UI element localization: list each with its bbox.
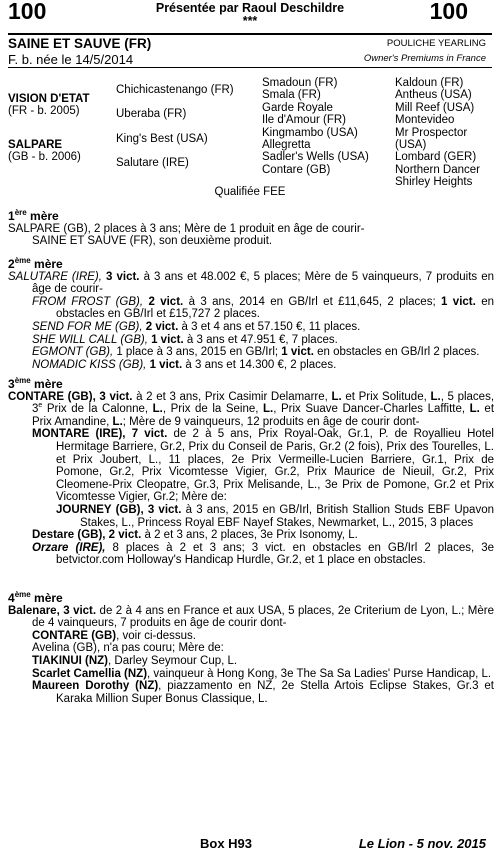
gen2-3: Salutare (IRE) — [116, 157, 189, 169]
section-mere-2 — [8, 258, 494, 371]
program-label: Owner's Premiums in France — [363, 53, 486, 64]
produce-contare: CONTARE (GB), voir ci-dessus. — [32, 629, 197, 642]
produce-line: NOMADIC KISS (GB), 1 vict. à 3 ans et 14.300 €, 2 places. — [32, 358, 337, 371]
section-mere-3 — [8, 378, 494, 567]
produce-orzare: Orzare (IRE), 8 places à 2 et 3 ans; 3 vict. en obstacles en GB/Irl 2 places, 3e betvictor.com Holloway's Handicap Hurdle, Gr.2, et 1 place en obstacles. — [32, 541, 494, 567]
produce-journey: JOURNEY (GB), 3 vict. à 3 ans, 2015 en GB/Irl, British Stallion Studs EBF Upavon Stakes, L., Princess Royal EBF Nayef Stakes, Newmarket, L., 2015, 3 places — [56, 503, 494, 529]
produce-line: SHE WILL CALL (GB), 1 vict. à 3 ans et 47.951 €, 7 places. — [32, 333, 338, 346]
sire-name: VISION D'ETAT — [8, 93, 90, 105]
produce-scarlet-camellia: Scarlet Camellia (NZ), vainqueur à Hong Kong, 3e The Sa Sa Ladies' Purse Handicap, L. — [32, 667, 492, 680]
horse-category: POULICHE YEARLING — [386, 38, 486, 49]
top-rule — [8, 33, 492, 35]
gen3-item: Ile d'Amour (FR) — [262, 114, 346, 127]
dam-name: SALPARE — [8, 139, 63, 151]
gen3-list — [262, 77, 369, 176]
presenter-line — [0, 2, 500, 28]
presenter-text: Présentée par Raoul Deschildre — [155, 1, 345, 15]
sale-label: Le Lion - 5 nov. 2015 — [358, 836, 486, 851]
produce-line: SAINE ET SAUVE (FR), son deuxième produit. — [32, 235, 273, 248]
lot-number-right: 100 — [429, 0, 468, 24]
section-heading: 4ème mère — [8, 590, 63, 605]
produce-avelina: Avelina (GB), n'a pas couru; Mère de: — [32, 642, 224, 655]
lot-number-left: 100 — [8, 0, 47, 24]
gen2-2: King's Best (USA) — [116, 133, 208, 145]
pedigree-sire — [8, 93, 90, 118]
gen4-item: Montevideo — [395, 114, 455, 127]
gen3-item: Contare (GB) — [262, 163, 331, 176]
gen4-item: Mill Reef (USA) — [395, 101, 475, 114]
gen4-item: Shirley Heights — [395, 176, 473, 189]
produce-line: FROM FROST (GB), 2 vict. à 3 ans, 2014 en GB/Irl et £11,645, 2 places; 1 vict. en obstacles en GB/Irl et £15,727 2 places. — [32, 295, 494, 321]
dam-line: Balenare, 3 vict. de 2 à 4 ans en France et aux USA, 5 places, 2e Criterium de Lyon, L.; Mère de 4 vainqueurs, 7 produits en âge de courir dont- — [8, 604, 494, 630]
gen4-list — [395, 77, 500, 189]
gen3-item: Smadoun (FR) — [262, 77, 338, 89]
produce-line: EGMONT (GB), 1 place à 3 ans, 2015 en GB/Irl; 1 vict. en obstacles en GB/Irl 2 places. — [32, 346, 480, 359]
section-heading: 2ème mère — [8, 256, 63, 271]
dam-line: SALPARE (GB), 2 places à 3 ans; Mère de 1 produit en âge de courir- — [8, 222, 365, 235]
section-heading: 3ème mère — [8, 376, 63, 391]
pedigree-dam — [8, 139, 81, 164]
qualification: Qualifiée FEE — [214, 186, 286, 198]
identity-rule — [8, 67, 492, 68]
produce-tiakinui: TIAKINUI (NZ), Darley Seymour Cup, L. — [32, 654, 238, 667]
section-mere-1 — [8, 210, 494, 248]
horse-name: SAINE ET SAUVE (FR) — [8, 36, 152, 51]
presenter-stars: *** — [242, 14, 258, 28]
gen4-item: Mr Prospector (USA) — [395, 126, 468, 152]
gen3-item: Garde Royale — [262, 101, 333, 114]
produce-line: SEND FOR ME (GB), 2 vict. à 3 et 4 ans et 57.150 €, 11 places. — [32, 320, 361, 333]
gen3-item: Kingmambo (USA) — [262, 126, 358, 139]
gen3-item: Sadler's Wells (USA) — [262, 151, 369, 164]
produce-destare: Destare (GB), 2 vict. à 2 et 3 ans, 2 places, 3e Prix Isonomy, L. — [32, 529, 358, 542]
produce-montare: MONTARE (IRE), 7 vict. de 2 à 5 ans, Prix Royal-Oak, Gr.1, P. de Royallieu Hotel Hermitage Barriere, Gr.2, Prix du Conseil de Paris, Gr.2 (2 fois), Prix des Tourelles, L. et Prix Joubert, L., 11 places, 2e Prix Vermeille-Lucien Barriere, Gr.1, Prix de Pomone, Gr.2, Prix Vicomtesse Vigier, Gr.2, Prix Maurice de Nieuil, Gr.2, Prix Cleomene-Prix Cleopatre, Gr.3, Prix Melisande, L., 3e Prix de Pomone, Gr.2 et Prix Vicomtesse Vigier, Gr.2; Mère de: — [32, 428, 494, 504]
gen4-item: Northern Dancer — [395, 163, 481, 176]
box-label: Box H93 — [200, 836, 253, 851]
section-mere-4 — [8, 592, 494, 705]
dam-line: SALUTARE (IRE), 3 vict. à 3 ans et 48.002 €, 5 places; Mère de 5 vainqueurs, 7 produits en âge de courir- — [8, 270, 495, 296]
gen4-item: Antheus (USA) — [395, 89, 472, 102]
gen4-item: Lombard (GER) — [395, 151, 477, 164]
dam-line: CONTARE (GB), 3 vict. à 2 et 3 ans, Prix Casimir Delamarre, L. et Prix Solitude, L., 5 places, 3e Prix de la Calonne, L., Prix de la Seine, L., Prix Suave Dancer-Charles Laffitte, L. et Prix Amandine, L.; Mère de 9 vainqueurs, 12 produits en âge de courir dont- — [8, 390, 495, 428]
gen2-0: Chichicastenango (FR) — [116, 84, 234, 96]
horse-details: F. b. née le 14/5/2014 — [8, 52, 134, 67]
dam-info: (GB - b. 2006) — [8, 151, 81, 164]
gen4-item: Kaldoun (FR) — [395, 77, 464, 89]
produce-maureen-dorothy: Maureen Dorothy (NZ), piazzamento en NZ, 2e Stella Artois Eclipse Stakes, Gr.3 et Karaka Million Super Bonus Classique, L. — [32, 680, 494, 705]
gen3-item: Smala (FR) — [262, 89, 321, 102]
gen2-1: Uberaba (FR) — [116, 108, 187, 120]
sire-info: (FR - b. 2005) — [8, 105, 80, 118]
gen3-item: Allegretta — [262, 139, 311, 152]
section-heading: 1ère mère — [8, 208, 59, 223]
